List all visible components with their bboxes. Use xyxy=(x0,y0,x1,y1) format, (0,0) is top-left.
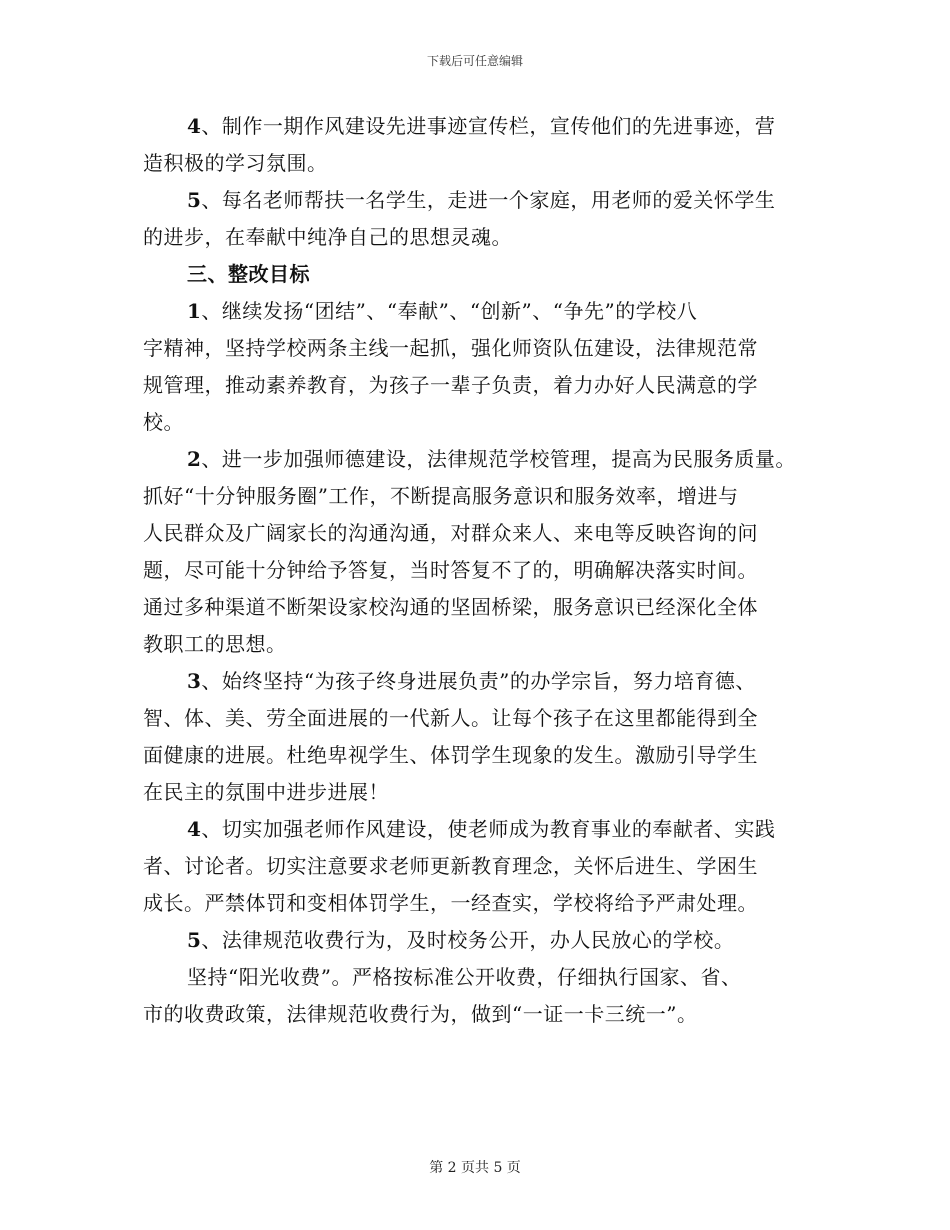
line-text: 字精神，坚持学校两条主线一起抓，强化师资队伍建设，法律规范常 xyxy=(143,336,758,360)
paragraph-line xyxy=(143,737,823,774)
paragraph-line xyxy=(143,996,823,1033)
line-text: 校。 xyxy=(143,410,184,434)
paragraph-line xyxy=(143,885,823,922)
line-text: 坚持“阳光收费”。严格按标准公开收费，仔细执行国家、省、 xyxy=(187,965,742,989)
paragraph-line xyxy=(143,515,823,552)
page-header: 下载后可任意编辑 xyxy=(426,54,523,68)
line-text: 、进一步加强师德建设，法律规范学校管理，提高为民服务质量。 xyxy=(201,447,796,471)
line-text: 、切实加强老师作风建设，使老师成为教育事业的奉献者、实践 xyxy=(201,817,776,841)
paragraph-line xyxy=(143,478,823,515)
line-text: 、法律规范收费行为，及时校务公开，办人民放心的学校。 xyxy=(201,928,735,952)
line-text: 题，尽可能十分钟给予答复，当时答复不了的，明确解决落实时间。 xyxy=(143,558,758,582)
line-text: 智、体、美、劳全面进展的一代新人。让每个孩子在这里都能得到全 xyxy=(143,706,758,730)
line-text: 市的收费政策，法律规范收费行为，做到“一证一卡三统一”。 xyxy=(143,1002,698,1026)
page-footer: 第 2 页共 5 页 xyxy=(429,1160,521,1176)
item-number: 5 xyxy=(187,928,202,952)
item-number: 4 xyxy=(187,817,202,841)
line-text: 通过多种渠道不断架设家校沟通的坚固桥梁，服务意识已经深化全体 xyxy=(143,595,758,619)
item-number: 3 xyxy=(187,669,202,693)
paragraph-line xyxy=(143,848,823,885)
paragraph-line xyxy=(143,700,823,737)
line-text: 的进步，在奉献中纯净自己的思想灵魂。 xyxy=(143,225,512,249)
paragraph-line xyxy=(143,922,823,959)
paragraph-line xyxy=(143,219,823,256)
paragraph-line xyxy=(143,811,823,848)
line-text: 教职工的思想。 xyxy=(143,632,287,656)
paragraph-line xyxy=(143,330,823,367)
line-text: 、始终坚持“为孩子终身进展负责”的办学宗旨，努力培育德、 xyxy=(201,669,756,693)
line-text: 、每名老师帮扶一名学生，走进一个家庭，用老师的爱关怀学生 xyxy=(201,188,776,212)
paragraph-line xyxy=(143,367,823,404)
line-text: 面健康的进展。杜绝卑视学生、体罚学生现象的发生。激励引导学生 xyxy=(143,743,758,767)
paragraph-line xyxy=(143,663,823,700)
paragraph-line xyxy=(143,626,823,663)
paragraph-line xyxy=(143,959,823,996)
line-text: 、制作一期作风建设先进事迹宣传栏，宣传他们的先进事迹，营 xyxy=(201,114,776,138)
line-text: 造积极的学习氛围。 xyxy=(143,151,328,175)
item-number: 5 xyxy=(187,188,202,212)
line-text: 在民主的氛围中进步进展！ xyxy=(143,780,389,804)
paragraph-line xyxy=(143,182,823,219)
item-number: 2 xyxy=(187,447,202,471)
paragraph-line xyxy=(143,108,823,145)
item-number: 4 xyxy=(187,114,202,138)
paragraph-line xyxy=(143,589,823,626)
paragraph-line xyxy=(143,404,823,441)
paragraph-line xyxy=(143,293,823,330)
paragraph-line xyxy=(143,774,823,811)
line-text: 成长。严禁体罚和变相体罚学生，一经查实，学校将给予严肃处理。 xyxy=(143,891,758,915)
paragraph-line xyxy=(143,552,823,589)
paragraph-line xyxy=(143,441,823,478)
line-text: 抓好“十分钟服务圈”工作，不断提高服务意识和服务效率，增进与 xyxy=(143,484,739,508)
item-number: 1 xyxy=(187,299,202,323)
paragraph-line xyxy=(143,145,823,182)
line-text: 者、讨论者。切实注意要求老师更新教育理念，关怀后进生、学困生 xyxy=(143,854,758,878)
line-text: 人民群众及广阔家长的沟通沟通，对群众来人、来电等反映咨询的问 xyxy=(143,521,758,545)
line-text: 规管理，推动素养教育，为孩子一辈子负责，着力办好人民满意的学 xyxy=(143,373,758,397)
document-body xyxy=(143,108,823,1033)
section-heading: 三、整改目标 xyxy=(187,262,310,286)
line-text: 、继续发扬“团结”、“奉献”、“创新”、“争先”的学校八 xyxy=(201,299,698,323)
